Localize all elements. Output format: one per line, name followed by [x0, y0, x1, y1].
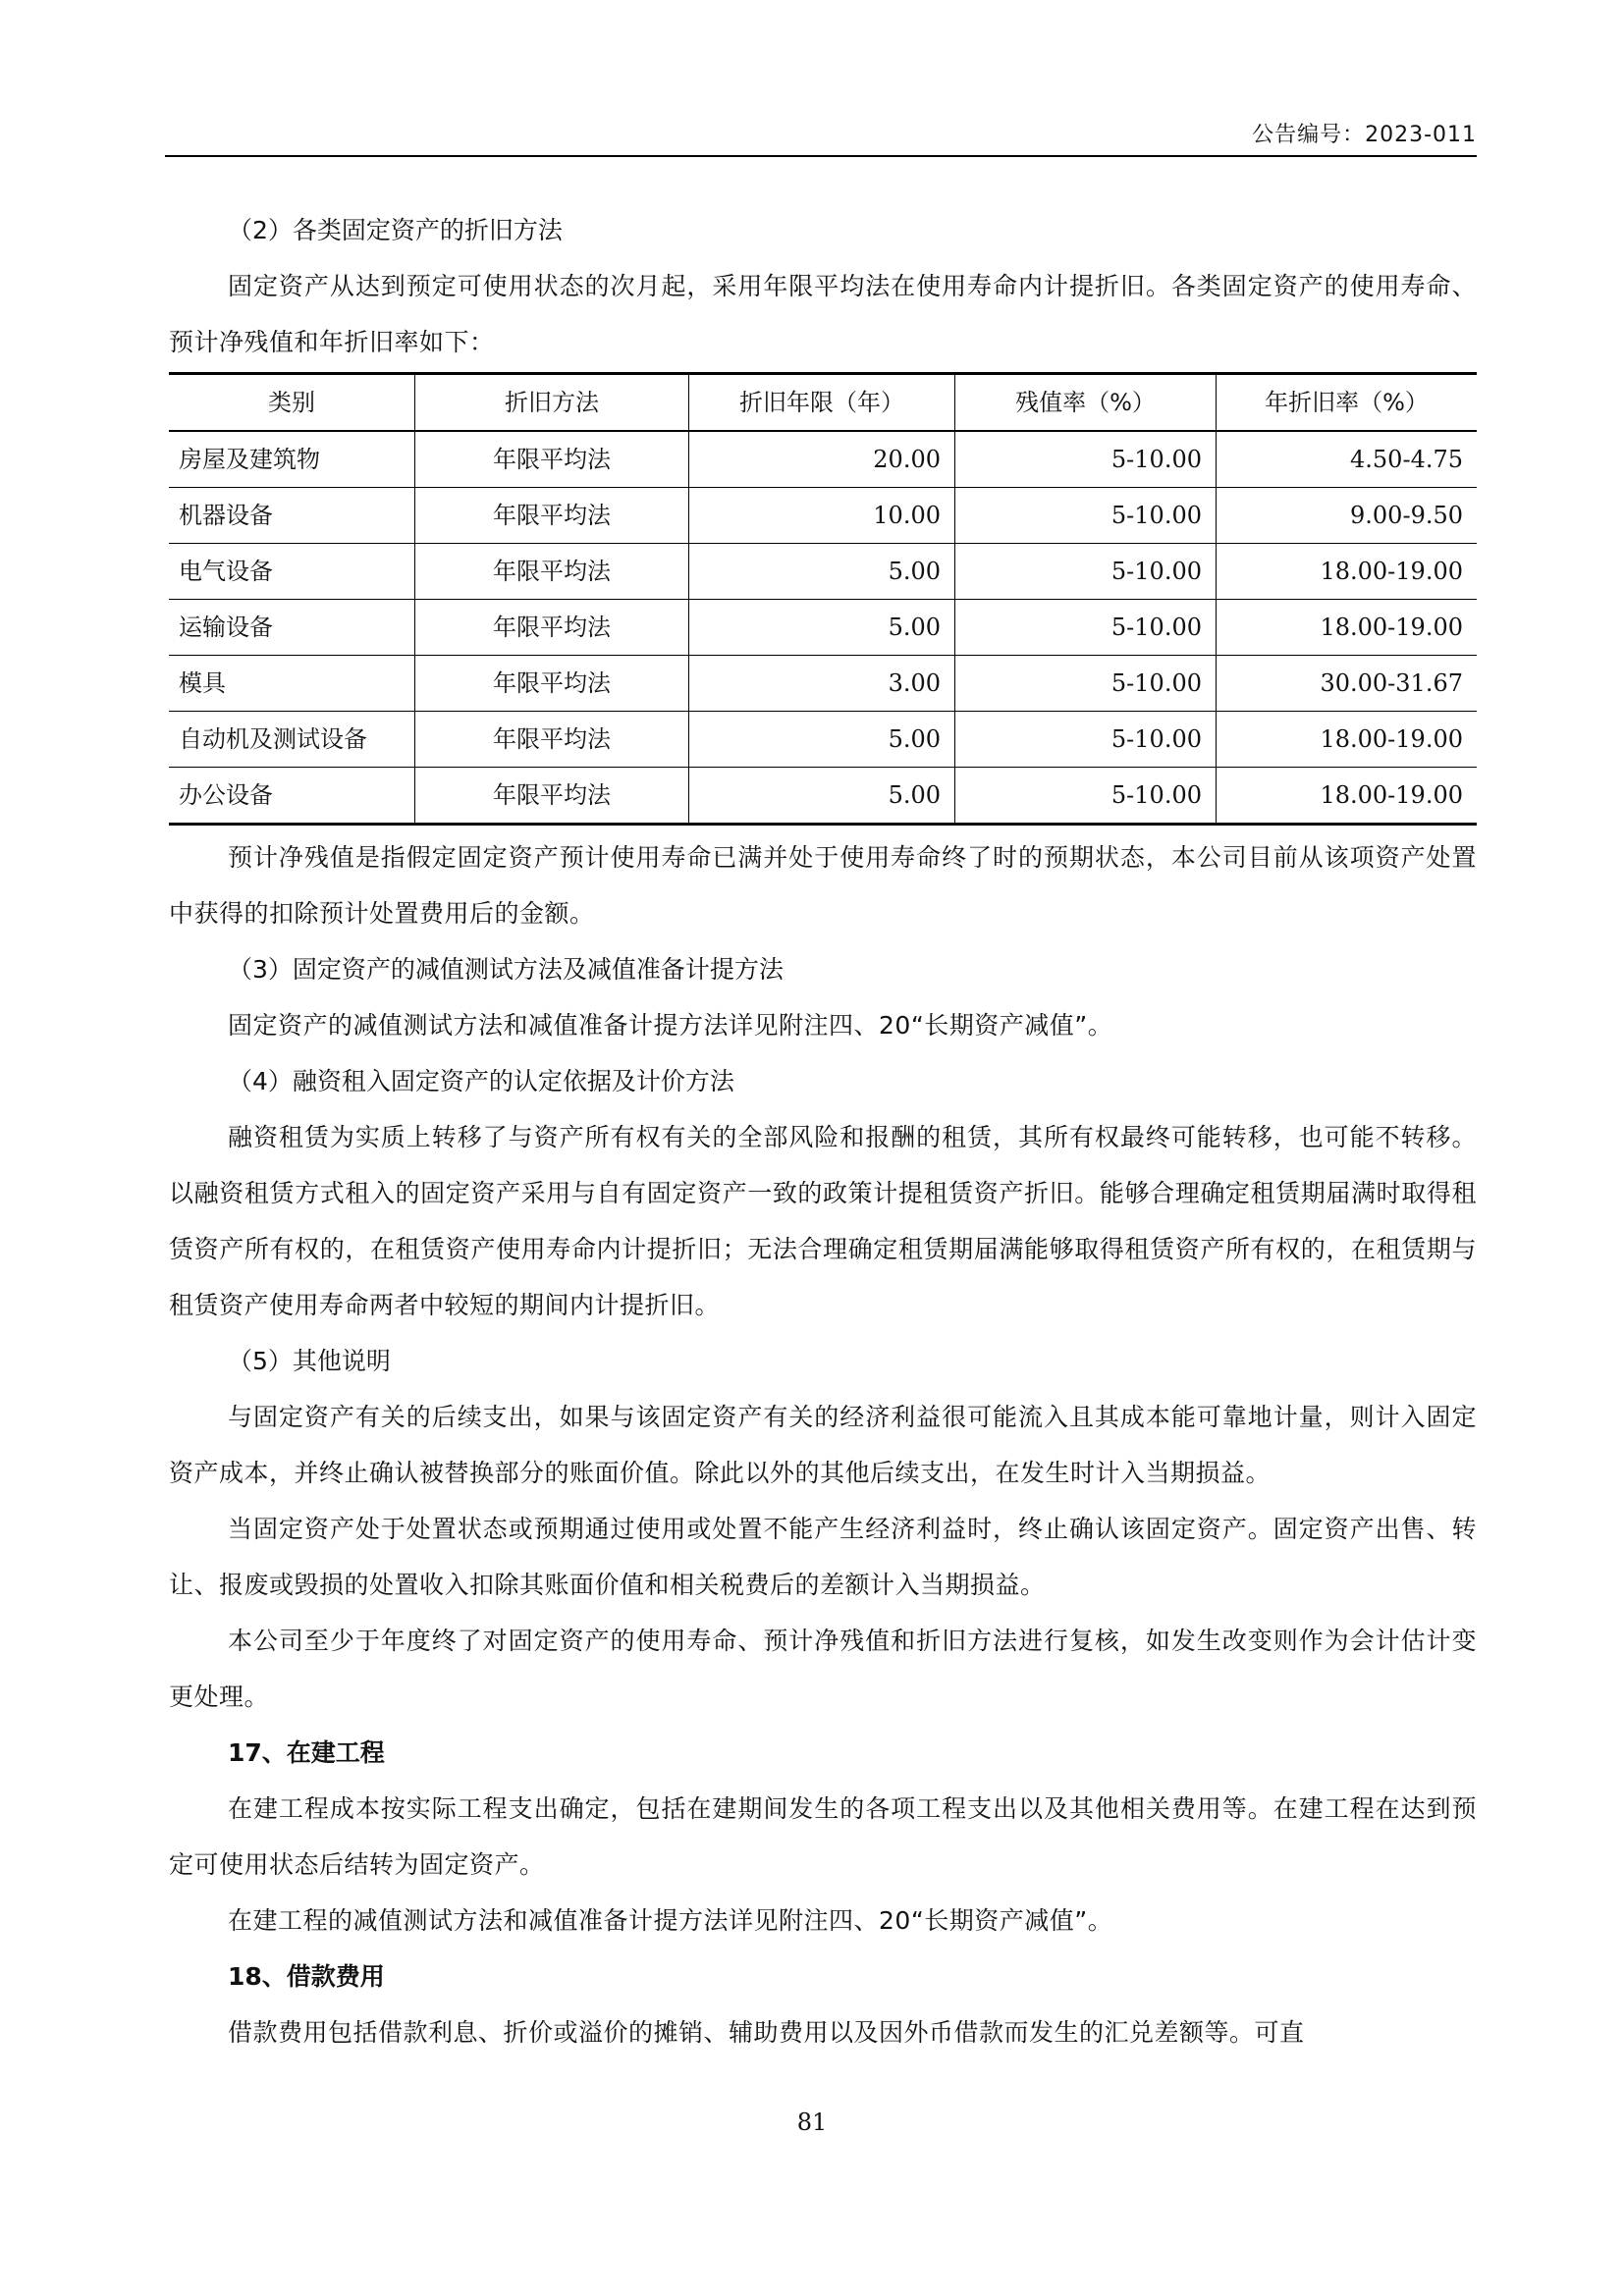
column-header: 残值率（%） — [955, 374, 1217, 432]
table-cell: 20.00 — [689, 431, 955, 488]
table-cell: 房屋及建筑物 — [169, 431, 415, 488]
table-cell: 5-10.00 — [955, 600, 1217, 656]
table-cell: 5.00 — [689, 712, 955, 768]
table-cell: 5-10.00 — [955, 488, 1217, 544]
table-cell: 5-10.00 — [955, 768, 1217, 825]
table-cell: 5-10.00 — [955, 656, 1217, 712]
paragraph: 固定资产的减值测试方法和减值准备计提方法详见附注四、20“长期资产减值”。 — [228, 1011, 1113, 1040]
table-cell: 自动机及测试设备 — [169, 712, 415, 768]
table-cell: 5-10.00 — [955, 431, 1217, 488]
section-title: （5）其他说明 — [228, 1347, 391, 1375]
table-cell: 5-10.00 — [955, 712, 1217, 768]
table-cell: 办公设备 — [169, 768, 415, 825]
table-cell: 年限平均法 — [415, 488, 689, 544]
announcement-number: 公告编号：2023-011 — [1252, 123, 1477, 147]
document-body — [169, 202, 1477, 2060]
table-cell: 30.00-31.67 — [1217, 656, 1478, 712]
paragraph: 预计净残值是指假定固定资产预计使用寿命已满并处于使用寿命终了时的预期状态，本公司目前从该项资产处置中获得的扣除预计处置费用后的金额。 — [169, 843, 1477, 928]
table-cell: 运输设备 — [169, 600, 415, 656]
table-cell: 3.00 — [689, 656, 955, 712]
table-cell: 5.00 — [689, 544, 955, 600]
column-header: 折旧年限（年） — [689, 374, 955, 432]
table-row — [169, 768, 1477, 825]
table-cell: 4.50-4.75 — [1217, 431, 1478, 488]
table-row — [169, 544, 1477, 600]
table-row — [169, 656, 1477, 712]
column-header: 折旧方法 — [415, 374, 689, 432]
table-cell: 18.00-19.00 — [1217, 712, 1478, 768]
paragraph: 本公司至少于年度终了对固定资产的使用寿命、预计净残值和折旧方法进行复核，如发生改变则作为会计估计变更处理。 — [169, 1627, 1477, 1711]
depreciation-table — [169, 372, 1477, 826]
column-header: 类别 — [169, 374, 415, 432]
table-cell: 5.00 — [689, 768, 955, 825]
paragraph: 固定资产从达到预定可使用状态的次月起，采用年限平均法在使用寿命内计提折旧。各类固定资产的使用寿命、预计净残值和年折旧率如下： — [169, 272, 1477, 356]
table-row — [169, 712, 1477, 768]
table-cell: 年限平均法 — [415, 600, 689, 656]
table-cell: 5-10.00 — [955, 544, 1217, 600]
paragraph: 在建工程的减值测试方法和减值准备计提方法详见附注四、20“长期资产减值”。 — [228, 1906, 1113, 1935]
table-cell: 年限平均法 — [415, 656, 689, 712]
table-cell: 10.00 — [689, 488, 955, 544]
paragraph: 与固定资产有关的后续支出，如果与该固定资产有关的经济利益很可能流入且其成本能可靠地计量，则计入固定资产成本，并终止确认被替换部分的账面价值。除此以外的其他后续支出，在发生时计入当期损益。 — [169, 1403, 1477, 1487]
table-cell: 年限平均法 — [415, 544, 689, 600]
section-title: （3）固定资产的减值测试方法及减值准备计提方法 — [228, 955, 784, 984]
paragraph: 借款费用包括借款利息、折价或溢价的摊销、辅助费用以及因外币借款而发生的汇兑差额等。可直 — [228, 2018, 1305, 2047]
table-row — [169, 431, 1477, 488]
table-cell: 年限平均法 — [415, 712, 689, 768]
table-cell: 电气设备 — [169, 544, 415, 600]
heading-construction-in-progress: 17、在建工程 — [228, 1738, 385, 1767]
table-cell: 9.00-9.50 — [1217, 488, 1478, 544]
paragraph: 在建工程成本按实际工程支出确定，包括在建期间发生的各项工程支出以及其他相关费用等。在建工程在达到预定可使用状态后结转为固定资产。 — [169, 1794, 1477, 1879]
table-cell: 年限平均法 — [415, 431, 689, 488]
table-cell: 机器设备 — [169, 488, 415, 544]
paragraph: 当固定资产处于处置状态或预期通过使用或处置不能产生经济利益时，终止确认该固定资产。固定资产出售、转让、报废或毁损的处置收入扣除其账面价值和相关税费后的差额计入当期损益。 — [169, 1515, 1477, 1599]
section-title: （2）各类固定资产的折旧方法 — [228, 216, 563, 244]
column-header: 年折旧率（%） — [1217, 374, 1478, 432]
table-cell: 18.00-19.00 — [1217, 544, 1478, 600]
table-cell: 模具 — [169, 656, 415, 712]
table-row — [169, 600, 1477, 656]
table-cell: 年限平均法 — [415, 768, 689, 825]
table-cell: 18.00-19.00 — [1217, 768, 1478, 825]
table-cell: 18.00-19.00 — [1217, 600, 1478, 656]
page-number: 81 — [796, 2109, 828, 2136]
section-title: （4）融资租入固定资产的认定依据及计价方法 — [228, 1067, 734, 1095]
heading-borrowing-costs: 18、借款费用 — [228, 1962, 385, 1991]
table-cell: 5.00 — [689, 600, 955, 656]
page-header — [165, 116, 1477, 157]
paragraph: 融资租赁为实质上转移了与资产所有权有关的全部风险和报酬的租赁，其所有权最终可能转移，也可能不转移。以融资租赁方式租入的固定资产采用与自有固定资产一致的政策计提租赁资产折旧。能够合理确定租赁期届满时取得租赁资产所有权的，在租赁资产使用寿命内计提折旧；无法合理确定租赁期届满能够取得租赁资产所有权的，在租赁期与租赁资产使用寿命两者中较短的期间内计提折旧。 — [169, 1123, 1477, 1319]
table-row — [169, 488, 1477, 544]
table-header-row — [169, 374, 1477, 432]
